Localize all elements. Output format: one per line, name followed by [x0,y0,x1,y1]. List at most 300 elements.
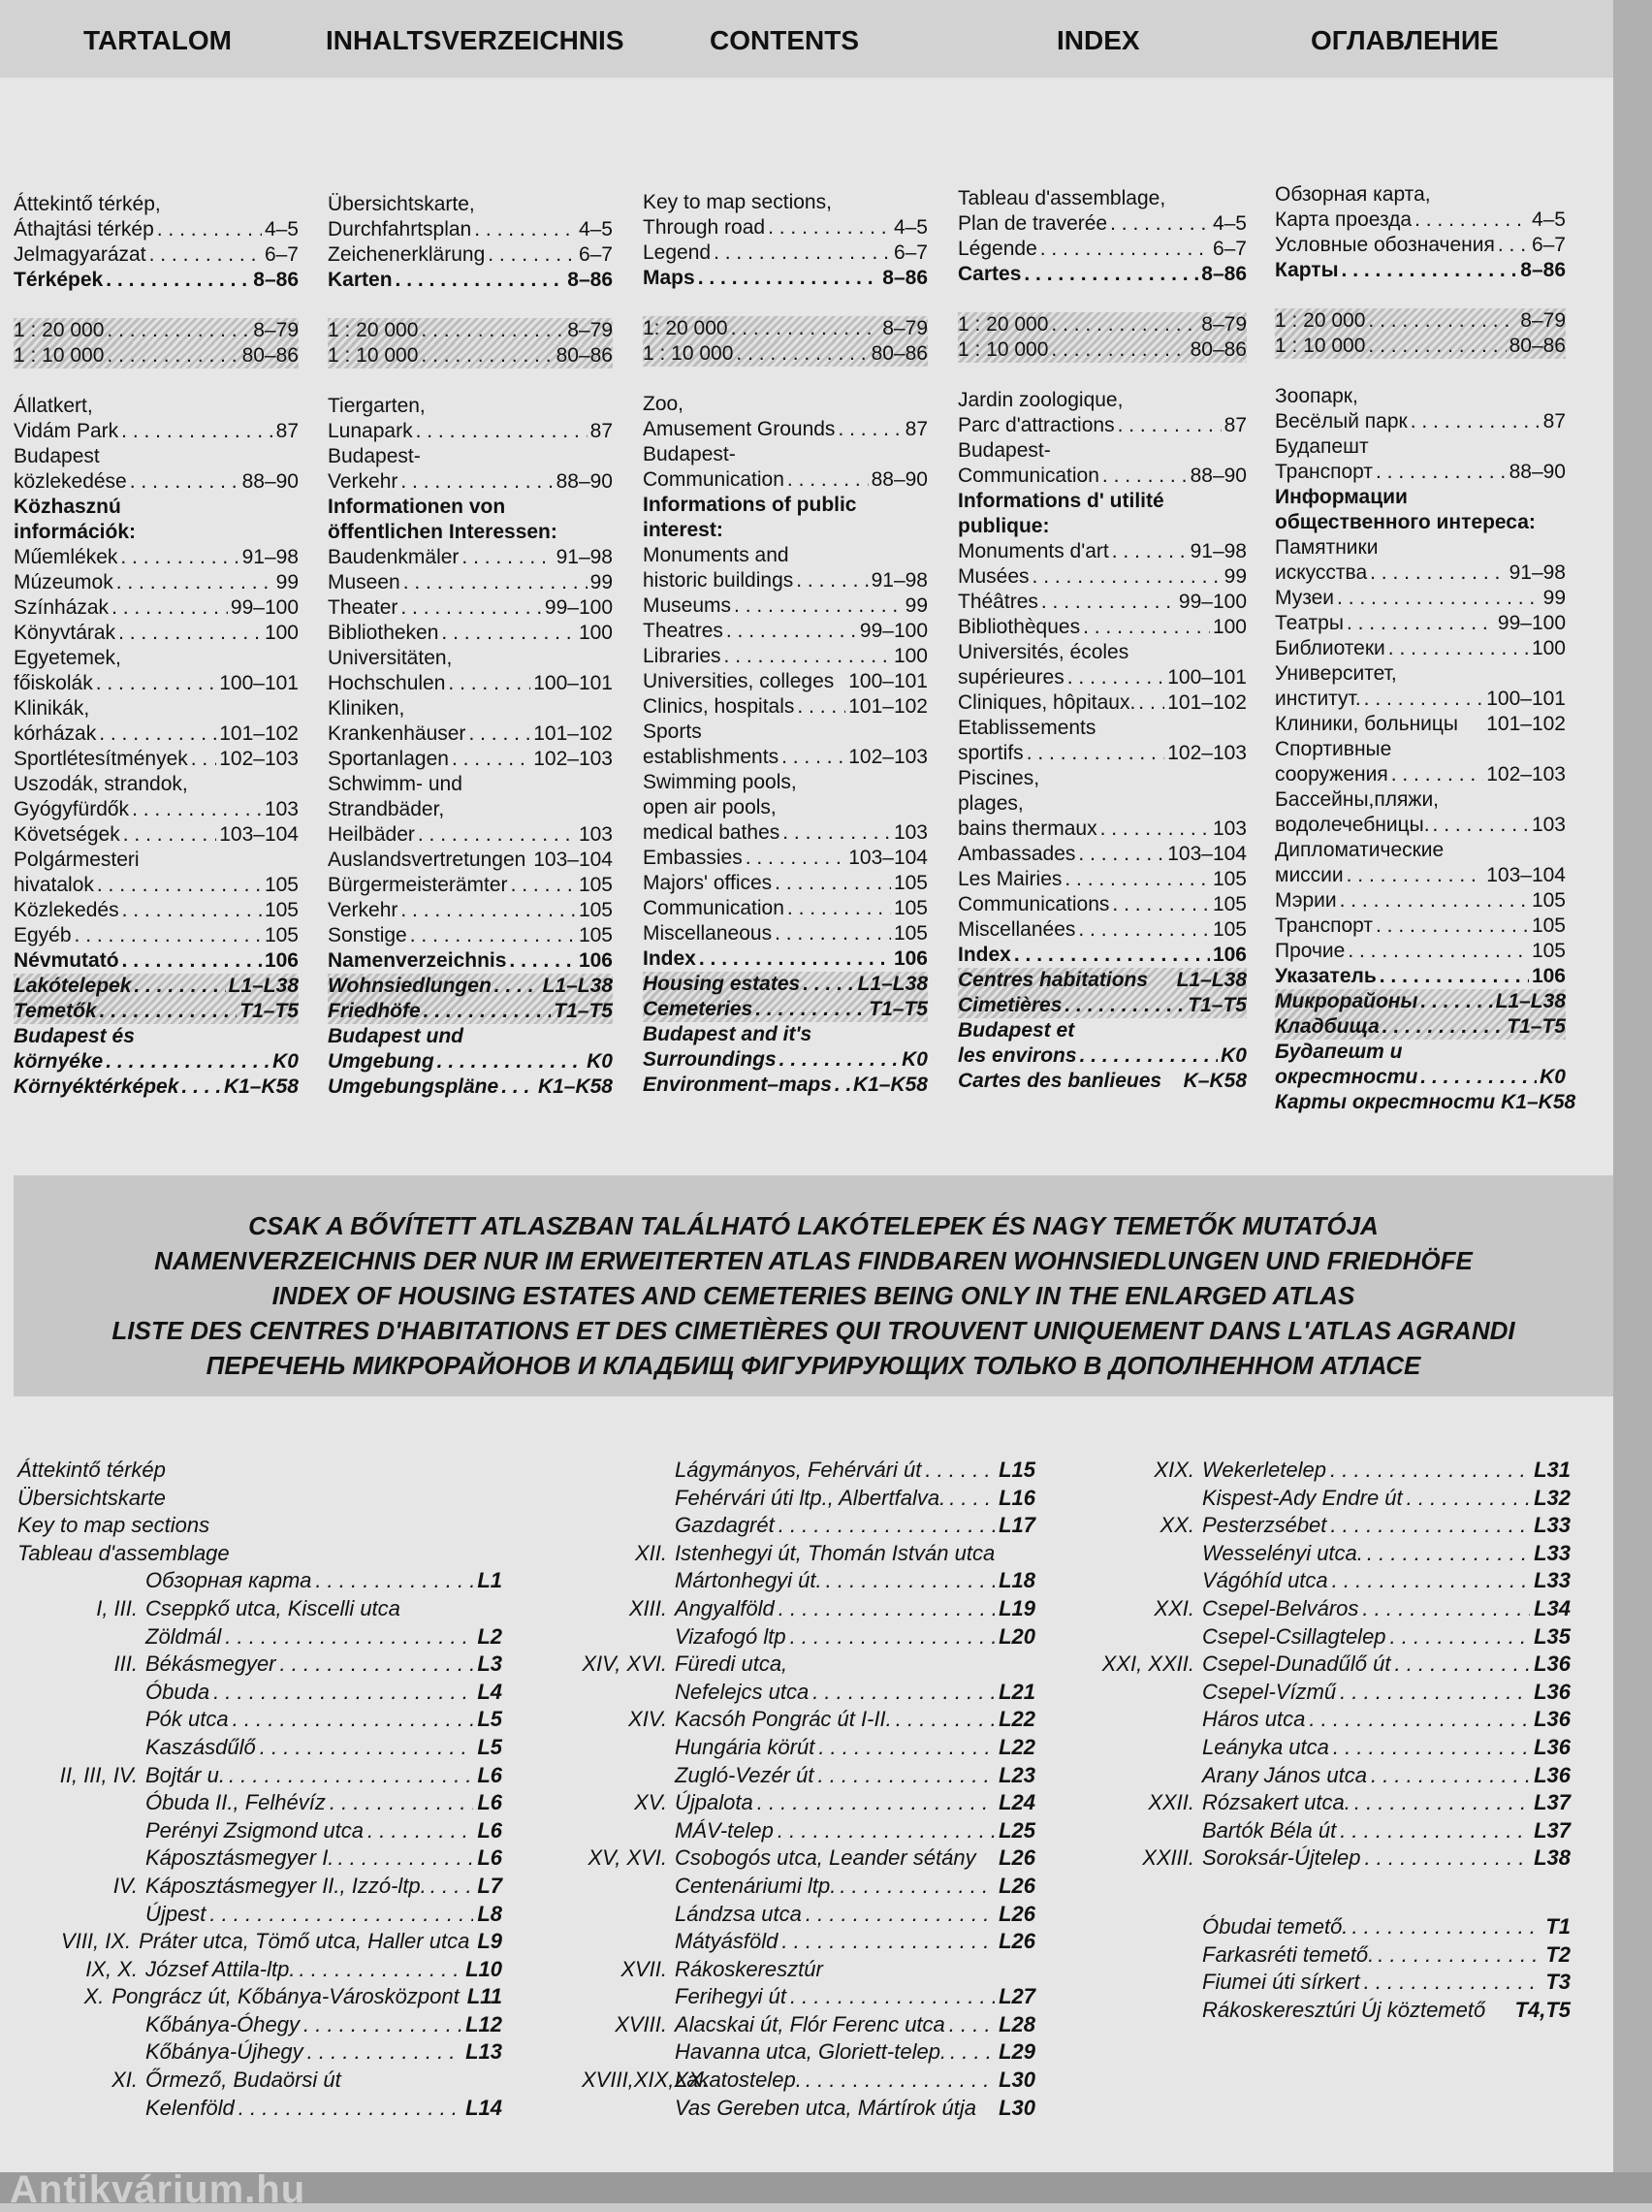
dot-leader [130,469,239,495]
contents-entry [958,1043,1247,1069]
entry-pages: K1–K58 [1501,1091,1576,1113]
entry-title: Közlekedés [14,899,119,921]
header-german: INHALTSVERZEICHNIS [326,25,624,55]
dot-leader [107,343,238,369]
contents-entry [1275,939,1566,964]
district-number [17,2095,145,2123]
entry-pages: 102–103 [1167,742,1247,764]
dot-leader [122,948,262,974]
entry-pages: 105 [893,872,928,894]
entry-title: Universités, écoles [958,641,1129,663]
contents-entry [328,772,613,797]
index-entry [1066,1762,1571,1790]
entry-pages: 8–79 [1201,313,1247,336]
dot-leader [1433,813,1529,838]
dot-leader [949,2011,995,2039]
dot-leader [157,217,262,242]
entry-title: Bibliothèques [958,616,1081,638]
contents-entry [958,186,1247,211]
dot-leader [1361,384,1563,409]
index-entry [17,1928,502,1956]
dot-leader [1461,712,1483,737]
dot-leader [950,2038,995,2067]
contents-entry [14,495,299,520]
entry-title: Theatres [643,620,723,642]
index-entry [582,1928,1035,1956]
entry-pages: 105 [578,899,613,921]
dot-leader [837,669,845,694]
entry-pages: 99–100 [859,620,928,642]
map-code: L8 [477,1901,502,1926]
index-column-1 [17,1457,502,2122]
entry-title: Monuments d'art [958,540,1109,562]
district-number: IV. [112,1873,138,1898]
dot-leader [1340,1679,1530,1707]
dot-leader [452,747,530,772]
contents-entry [14,394,299,419]
contents-entry [14,1024,299,1049]
index-entry [582,1485,1035,1513]
entry-pages: 105 [1531,914,1566,937]
banner-line-german: NAMENVERZEICHNIS DER NUR IM ERWEITERTEN ATLAS FINDBAREN WOHNSIEDLUNGEN UND FRIEDHÖFE [154,1246,1473,1275]
estate-name: Vas Gereben utca, Mártírok útja [675,2095,976,2120]
dot-leader [705,720,925,745]
entry-title: Karten [328,269,393,291]
dot-leader [75,923,262,948]
contents-entry [958,1069,1247,1094]
dot-leader [430,1873,474,1901]
dot-leader [980,2095,995,2123]
contents-entry [14,570,299,595]
index-entry [17,1844,502,1873]
estate-name: Istenhegyi út, Thomán István utca [675,1540,996,1565]
contents-entry [643,846,928,871]
estate-name: Újpalota [675,1790,753,1815]
entry-title: Budapest und [328,1025,463,1047]
contents-entry [328,999,613,1024]
contents-entry [643,1073,928,1098]
district-number: XV, XVI. [588,1845,667,1871]
district-number [582,1457,675,1485]
dot-leader [1351,1913,1541,1941]
dot-leader [1340,1817,1530,1845]
entry-pages: 8–86 [567,269,613,291]
entry-title: Theater [328,596,398,619]
entry-title: öffentlichen Interessen: [328,521,557,543]
index-entry [582,1567,1035,1595]
entry-pages: 100 [893,645,928,667]
map-code: L36 [1534,1679,1571,1704]
entry-title: Communication [958,465,1099,487]
dot-leader [731,316,880,341]
dot-leader [800,770,925,795]
entry-title: Clinics, hospitals [643,695,795,718]
index-entry [17,1651,502,1679]
entry-pages: 99–100 [230,596,299,619]
contents-column-russian [1275,182,1576,1115]
banner-line-english: INDEX OF HOUSING ESTATES AND CEMETERIES BEING ONLY IN THE ENLARGED ATLAS [271,1281,1355,1310]
dot-leader [803,972,854,997]
entry-title: Tableau d'assemblage, [958,187,1166,209]
entry-title: Communication [643,897,784,919]
dot-leader [367,1817,473,1845]
contents-entry [14,268,299,293]
contents-entry [14,671,299,696]
dot-leader [980,1844,995,1873]
district-number: XXI, XXII. [1101,1651,1194,1677]
dot-leader [1420,1065,1537,1090]
entry-pages: 88–90 [1509,461,1566,483]
map-code: L21 [999,1679,1035,1704]
contents-entry [643,190,928,215]
contents-entry [14,318,299,343]
entry-pages: 6–7 [264,243,299,266]
dot-leader [528,848,530,873]
dot-leader [925,1457,995,1485]
spacer [643,367,928,392]
index-entry [1066,1540,1571,1568]
index-entry [17,1623,502,1651]
dot-leader [410,923,576,948]
entry-title: Музеи [1275,587,1335,609]
map-code: L34 [1534,1595,1571,1620]
entry-title: Весёлый парк [1275,410,1408,433]
dot-leader [213,1679,473,1707]
dot-leader [949,1485,995,1513]
district-number [1066,1706,1202,1734]
dot-leader [260,1734,474,1762]
entry-pages: 106 [578,949,613,972]
contents-entry [958,968,1247,993]
entry-title: Библиотеки [1275,637,1385,659]
contents-entry [958,438,1247,464]
dot-leader [1151,968,1174,993]
dot-leader [792,543,925,568]
district-number [1066,1540,1202,1568]
contents-entry [328,343,613,369]
entry-title: Gyógyfürdők [14,798,130,820]
entry-title: establishments [643,746,779,768]
spacer [14,369,299,394]
entry-title: Lunapark [328,420,413,442]
district-number [1066,1679,1202,1707]
dot-leader [418,822,576,848]
entry-title: 1 : 10 000 [328,344,419,367]
dot-leader [757,1789,995,1817]
entry-title: Legend [643,241,712,264]
dot-leader [238,2095,461,2123]
map-code: L19 [999,1595,1035,1620]
dot-leader [1539,510,1563,535]
index-entry [1066,1567,1571,1595]
dot-leader [424,444,610,469]
spacer [1275,359,1566,384]
contents-entry [14,545,299,570]
entry-title: Verkehr [328,899,398,921]
index-entry [1066,1706,1571,1734]
dot-leader [790,1983,995,2011]
district-number: XXII. [1148,1790,1194,1815]
entry-pages: 102–103 [533,748,613,770]
map-code: L30 [999,2095,1035,2120]
entry-pages: 4–5 [264,218,299,240]
contents-entry [958,690,1247,716]
dot-leader [1041,590,1176,615]
dot-leader [468,721,530,747]
entry-pages: 6–7 [1212,238,1247,260]
entry-title: Közhasznú [14,496,121,518]
contents-entry [643,997,928,1022]
spacer [958,287,1247,312]
entry-pages: 6–7 [578,243,613,266]
estate-name: Mátyásföld [675,1929,778,1954]
dot-leader [448,671,530,696]
index-intro-line: Áttekintő térkép [17,1458,166,1482]
spacer [958,363,1247,388]
dot-leader [1342,258,1518,283]
entry-title: Amusement Grounds [643,418,836,440]
dot-leader [474,217,576,242]
contents-entry [14,1049,299,1074]
map-code: L31 [1534,1458,1571,1482]
entry-title: общественного интереса: [1275,511,1536,533]
contents-entry [958,817,1247,842]
entry-title: Budapest- [328,445,421,467]
index-intro-line: Tableau d'assemblage [17,1540,230,1565]
entry-title: Зоопарк, [1275,385,1358,407]
contents-entry [14,747,299,772]
map-code: L6 [477,1790,502,1815]
district-number: XXI. [1154,1595,1194,1620]
contents-entry [643,745,928,770]
dot-leader [121,419,272,444]
dot-leader [1112,892,1210,917]
entry-title: Miscellanées [958,918,1076,941]
estate-name: Rákoskeresztúri Új köztemető [1202,1997,1486,2022]
entry-title: Index [958,944,1011,966]
entry-pages: 87 [589,420,613,442]
entry-pages: T1–T5 [1188,994,1247,1016]
estate-name: Békásmegyer [145,1651,276,1677]
map-code: L5 [477,1734,502,1759]
index-entry [17,1567,502,1595]
contents-entry [958,211,1247,237]
map-code: L36 [1534,1707,1571,1732]
entry-title: sportifs [958,742,1024,764]
district-number: I, III. [96,1595,138,1620]
contents-entry [958,917,1247,943]
estate-name: Vizafogó ltp [675,1623,786,1649]
dot-leader [818,1734,995,1762]
entry-pages: K1–K58 [537,1075,613,1098]
entry-title: Klinikák, [14,697,90,720]
dot-leader [509,948,576,974]
dot-leader [726,518,925,543]
dot-leader [736,341,868,367]
entry-pages: 105 [893,897,928,919]
contents-entry [1275,308,1566,334]
entry-title: kórházak [14,722,97,745]
district-number [17,1817,145,1845]
contents-entry [14,974,299,999]
contents-entry [328,923,613,948]
entry-pages: 105 [578,924,613,946]
entry-title: Budapest- [643,443,736,465]
estate-name: Fiumei úti sírkert [1202,1970,1360,1995]
entry-pages: T1–T5 [869,998,928,1020]
map-code: L18 [999,1568,1035,1593]
district-number [17,1734,145,1762]
entry-title: 1 : 10 000 [1275,335,1366,357]
map-code: L26 [999,1873,1035,1898]
index-entry [582,1789,1035,1817]
dot-leader [1052,514,1244,539]
map-code: L16 [999,1485,1035,1510]
contents-entry [14,873,299,898]
entry-pages: 99 [275,571,299,593]
dot-leader [1411,485,1563,510]
entry-pages: 88–90 [556,470,613,493]
contents-entry [643,215,928,240]
dot-leader [817,1762,995,1790]
district-number: VIII, IX. [61,1929,132,1954]
contents-entry [328,747,613,772]
dot-leader [812,1679,995,1707]
contents-entry [958,665,1247,690]
entry-title: Surroundings [643,1048,777,1071]
dot-leader [403,570,588,595]
district-number [582,1623,675,1651]
district-number [582,2095,675,2123]
district-number [17,1844,145,1873]
dot-leader [1112,539,1188,564]
dot-leader [124,646,296,671]
contents-entry [1275,1065,1566,1090]
contents-entry [328,1049,613,1074]
entry-title: Tiergarten, [328,395,426,417]
contents-entry [328,268,613,293]
dot-leader [400,469,553,495]
index-entry [582,2011,1035,2039]
entry-title: Cimetières [958,994,1063,1016]
index-entry [582,2095,1035,2123]
index-entry [17,2011,502,2039]
district-number: XIV. [628,1707,667,1732]
entry-title: Névmutató [14,949,119,972]
district-number [582,1485,675,1513]
entry-pages: K–K58 [1183,1070,1247,1092]
entry-title: Budapest et [958,1019,1075,1042]
entry-title: Cartes [958,263,1022,285]
contents-entry [958,716,1247,741]
estate-name: Vágóhíd utca [1202,1568,1328,1593]
contents-entry [643,240,928,266]
entry-pages: 105 [264,924,299,946]
estate-name: Leányka utca [1202,1734,1329,1759]
dot-leader [797,694,845,720]
entry-pages: 102–103 [848,746,928,768]
dot-leader [827,1956,1032,1984]
entry-title: Les Mairies [958,868,1063,890]
banner-line-russian: ПЕРЕЧЕНЬ МИКРОРАЙОНОВ И КЛАДБИЩ ФИГУРИРУЮЩИХ ТОЛЬКО В ДОПОЛНЕННОМ АТЛАСЕ [206,1351,1421,1380]
contents-entry [958,413,1247,438]
map-code: L6 [477,1817,502,1843]
dot-leader [835,190,925,215]
entry-pages: 100–101 [1167,666,1247,689]
index-column-3 [1066,1457,1571,2024]
dot-leader [699,946,891,972]
entry-pages: 100 [264,622,299,644]
entry-pages: L1–L38 [1495,990,1566,1012]
entry-pages: 8–79 [567,319,613,341]
map-code: L7 [477,1873,502,1898]
entry-title: Durchfahrtsplan [328,218,472,240]
estate-name: Angyalföld [675,1595,775,1620]
entry-title: Piscines, [958,767,1040,789]
map-code: L5 [477,1707,502,1732]
entry-title: Umgebung [328,1050,434,1073]
contents-entry [14,646,299,671]
dot-leader [814,1022,925,1047]
entry-title: Museums [643,594,732,617]
estate-name: Óbuda II., Felhévíz [145,1790,326,1815]
contents-entry [328,671,613,696]
index-entry [582,1873,1035,1901]
entry-title: Мэрии [1275,889,1337,912]
contents-entry [1275,787,1566,813]
entry-title: open air pools, [643,796,777,818]
entry-title: Jardin zoologique, [958,389,1124,411]
map-code: L33 [1534,1540,1571,1565]
entry-title: Прочие [1275,940,1346,962]
estate-name: Bojtár u. [145,1762,225,1787]
entry-pages: 105 [1212,893,1247,915]
entry-title: Übersichtskarte, [328,193,475,215]
contents-entry [643,543,928,568]
spacer [1275,283,1566,308]
entry-title: közlekedése [14,470,127,493]
entry-title: Клиники, больницы [1275,713,1459,735]
entry-pages: 102–103 [219,748,299,770]
district-number [582,2038,675,2067]
dot-leader [1354,1789,1530,1817]
dot-leader [826,1567,995,1595]
district-number [17,1706,145,1734]
index-entry [582,1901,1035,1929]
estate-name: Centenáriumi ltp. [675,1873,837,1898]
dot-leader [1348,939,1529,964]
contents-entry [1275,1014,1566,1040]
estate-name: Pesterzsébet [1202,1513,1327,1538]
entry-title: Temetők [14,1000,97,1022]
header-russian: ОГЛАВЛЕНИЕ [1311,25,1499,55]
entry-pages: 103–104 [219,823,299,846]
dot-leader [1364,1844,1530,1873]
entry-title: Index [643,947,696,970]
entry-title: Namenverzeichnis [328,949,507,972]
contents-entry [1275,661,1566,687]
contents-entry [1275,989,1566,1014]
entry-pages: 99–100 [1497,612,1566,634]
entry-pages: 88–90 [1190,465,1247,487]
dot-leader [779,1047,899,1073]
estate-name: Nefelejcs utca [675,1679,810,1704]
estate-name: Lakatostelep. [675,2068,802,2093]
entry-title: Транспорт [1275,461,1373,483]
dot-leader [421,318,564,343]
contents-entry [1275,586,1566,611]
entry-title: Etablissements [958,717,1096,739]
